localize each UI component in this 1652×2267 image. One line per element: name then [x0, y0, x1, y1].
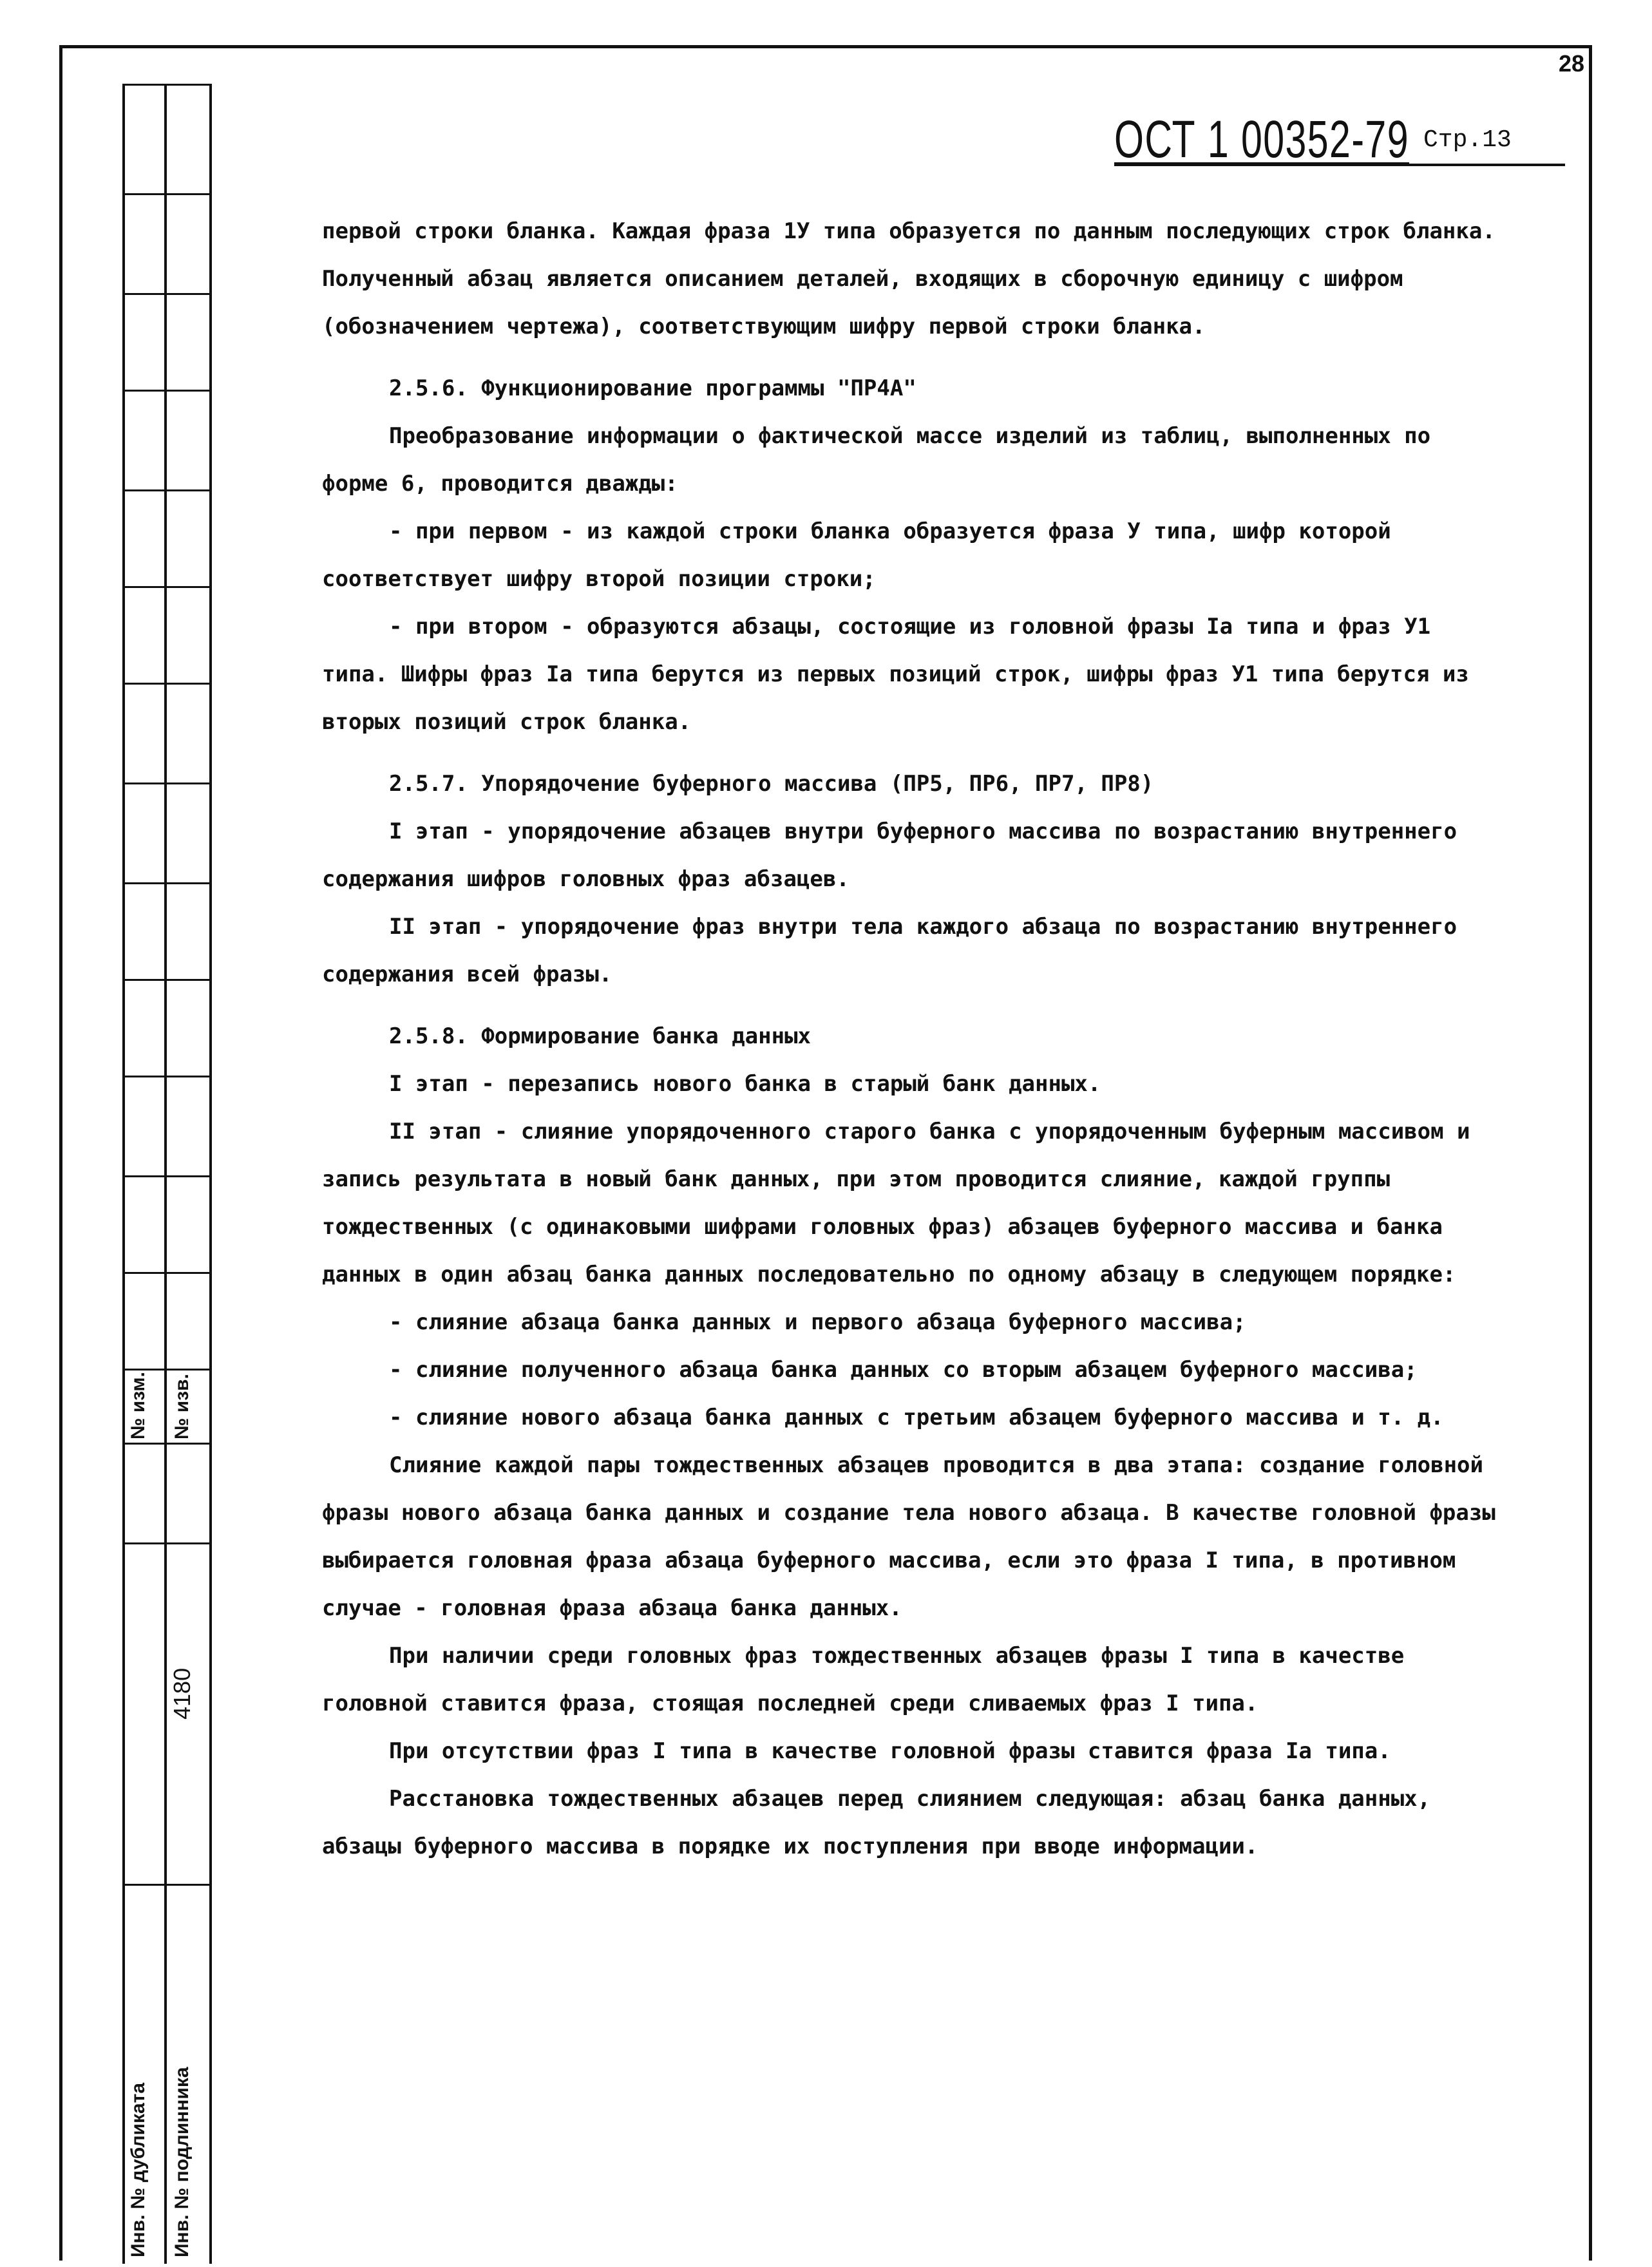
paragraph: При отсутствии фраз I типа в качестве головной фразы ставится фраза Iа типа. [389, 1738, 1391, 1764]
margin-column-divider-2 [164, 84, 167, 2264]
list-item: - слияние нового абзаца банка данных с третьим абзацем буферного массива и т. д. [389, 1405, 1444, 1430]
paragraph: II этап - слияние упорядоченного старого банка с упорядоченным буферным массивом и запись результата в новый банк данных, при этом проводится слияние, каждой группы тождественных (с одинаковыми шифрами головных фраз) абзацев буферного массива и банка данных в один абзац банка данных последовательно по одному абзацу в следующем порядке: [322, 1119, 1470, 1287]
page-reference: Стр.13 [1423, 126, 1512, 154]
margin-cell-line [124, 84, 211, 86]
page-number: 28 [1559, 50, 1585, 77]
margin-cell-line [124, 683, 211, 685]
list-item: - при втором - образуются абзацы, состоящие из головной фразы Iа типа и фраз У1 типа. Шифры фраз Iа типа берутся из первых позиций строк, шифры фраз У1 типа берутся из вторых позиций строк бланка. [322, 614, 1469, 735]
margin-column-divider-3 [209, 84, 212, 2264]
margin-cell-line [124, 293, 211, 295]
paragraph: I этап - упорядочение абзацев внутри буферного массива по возрастанию внутреннего содержания шифров головных фраз абзацев. [322, 819, 1457, 892]
margin-cell-line [124, 979, 211, 981]
margin-number: 4180 [169, 1667, 195, 1720]
margin-cell-line [124, 882, 211, 884]
margin-cell-line [124, 586, 211, 588]
margin-cell-line [124, 390, 211, 392]
margin-cell-line [124, 193, 211, 195]
margin-cell-line [124, 1369, 211, 1371]
section-heading-2-5-8: 2.5.8. Формирование банка данных [389, 1023, 812, 1049]
paragraph: При наличии среди головных фраз тождественных абзацев фразы I типа в качестве головной ставится фраза, стоящая последней среди сливаемых фраз I типа. [322, 1643, 1405, 1716]
margin-cell-line [124, 783, 211, 784]
margin-cell-line [124, 1884, 211, 1886]
paragraph: I этап - перезапись нового банка в старый банк данных. [389, 1071, 1101, 1097]
list-item: - слияние полученного абзаца банка данных со вторым абзацем буферного массива; [389, 1357, 1418, 1383]
header-rule [1114, 164, 1565, 166]
paragraph: Расстановка тождественных абзацев перед слиянием следующая: абзац банка данных, абзацы буферного массива в порядке их поступления при вводе информации. [322, 1786, 1431, 1859]
list-item: - при первом - из каждой строки бланка образуется фраза У типа, шифр которой соответствует шифру второй позиции строки; [322, 518, 1391, 592]
margin-cell-line [124, 1175, 211, 1177]
margin-cell-line [124, 1542, 211, 1544]
section-heading-2-5-6: 2.5.6. Функционирование программы "ПР4А" [389, 375, 916, 401]
margin-label-duplicate-inv: Инв. № дубликата [128, 2082, 149, 2257]
margin-label-change-no: № изм. [128, 1372, 149, 1439]
paragraph: II этап - упорядочение фраз внутри тела каждого абзаца по возрастанию внутреннего содержания всей фразы. [322, 914, 1457, 987]
list-item: - слияние абзаца банка данных и первого абзаца буферного массива; [389, 1309, 1246, 1335]
margin-cell-line [124, 1272, 211, 1274]
margin-label-original-inv: Инв. № подлинника [171, 2067, 193, 2257]
section-heading-2-5-7: 2.5.7. Упорядочение буферного массива (ПР5, ПР6, ПР7, ПР8) [389, 771, 1154, 797]
paragraph: Преобразование информации о фактической массе изделий из таблиц, выполненных по форме 6, проводится дважды: [322, 423, 1431, 497]
margin-cell-line [124, 1443, 211, 1445]
margin-cell-line [124, 489, 211, 491]
margin-label-notice-no: № изв. [171, 1374, 193, 1439]
margin-column-divider-1 [122, 84, 125, 2264]
document-body [322, 207, 1507, 1870]
document-header [1114, 109, 1524, 170]
paragraph: первой строки бланка. Каждая фраза 1У типа образуется по данным последующих строк бланка. Полученный абзац является описанием деталей, входящих в сборочную единицу с шифром (обозначением чертежа), соответствующим шифру первой строки бланка. [322, 218, 1495, 339]
margin-cell-line [124, 1076, 211, 1077]
paragraph: Слияние каждой пары тождественных абзацев проводится в два этапа: создание головной фразы нового абзаца банка данных и создание тела нового абзаца. В качестве головной фразы выбирается головная фраза абзаца буферного массива, если это фраза I типа, в противном случае - головная фраза абзаца банка данных. [322, 1452, 1495, 1621]
standard-code: ОСТ 1 00352-79 [1114, 110, 1409, 169]
